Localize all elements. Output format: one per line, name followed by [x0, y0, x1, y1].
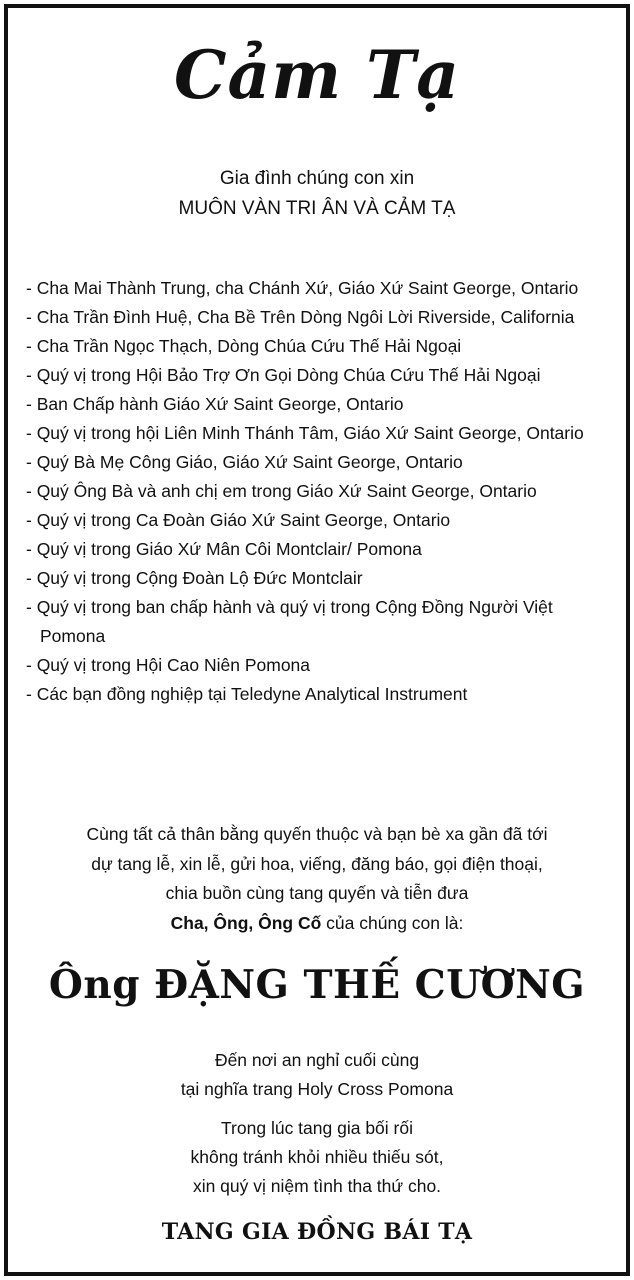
list-item: - Quý Ông Bà và anh chị em trong Giáo Xứ Saint George, Ontario	[26, 481, 537, 501]
list-item: - Quý vị trong Giáo Xứ Mân Côi Montclair/ Pomona	[26, 539, 422, 559]
relation-rest: của chúng con là:	[321, 912, 464, 933]
list-item: - Cha Mai Thành Trung, cha Chánh Xứ, Giáo Xứ Saint George, Ontario	[26, 278, 579, 298]
list-item: - Ban Chấp hành Giáo Xứ Saint George, Ontario	[26, 394, 404, 414]
resting-place	[8, 1046, 626, 1104]
resting-line: Đến nơi an nghỉ cuối cùng	[214, 1050, 420, 1070]
apology-line: xin quý vị niệm tình tha thứ cho.	[192, 1176, 442, 1196]
family-signature: TANG GIA ĐỒNG BÁI TẠ	[161, 1219, 473, 1245]
closing-line: Cùng tất cả thân bằng quyến thuộc và bạn bè xa gần đã tới	[86, 824, 548, 844]
closing-paragraph	[8, 820, 626, 938]
notice-frame	[4, 4, 630, 1276]
list-item: - Cha Trần Đình Huệ, Cha Bề Trên Dòng Ngôi Lời Riverside, California	[26, 307, 575, 327]
apology-paragraph	[8, 1114, 626, 1201]
list-item: - Quý vị trong ban chấp hành và quý vị trong Cộng Đồng Người Việt Pomona	[26, 597, 553, 646]
deceased-name: Ông ĐẶNG THẾ CƯƠNG	[48, 962, 586, 1008]
list-item: - Các bạn đồng nghiệp tại Teledyne Analytical Instrument	[26, 684, 468, 704]
relation-label: Cha, Ông, Ông Cố	[170, 912, 322, 933]
closing-line: dự tang lễ, xin lễ, gửi hoa, viếng, đăng báo, gọi điện thoại,	[91, 853, 543, 874]
intro-block	[8, 164, 626, 224]
apology-line: Trong lúc tang gia bối rối	[221, 1118, 413, 1138]
apology-line: không tránh khỏi nhiều thiếu sót,	[190, 1147, 444, 1167]
notice-title: Cảm Tạ	[174, 36, 460, 114]
list-item: - Quý Bà Mẹ Công Giáo, Giáo Xứ Saint George, Ontario	[26, 452, 463, 472]
list-item: - Cha Trần Ngọc Thạch, Dòng Chúa Cứu Thế Hải Ngoại	[26, 336, 462, 356]
thanks-list	[26, 274, 620, 709]
list-item: - Quý vị trong Cộng Đoàn Lộ Đức Montclair	[26, 568, 363, 588]
intro-heading: MUÔN VÀN TRI ÂN VÀ CẢM TẠ	[178, 198, 456, 219]
list-item: - Quý vị trong Ca Đoàn Giáo Xứ Saint George, Ontario	[26, 510, 451, 530]
list-item: - Quý vị trong hội Liên Minh Thánh Tâm, Giáo Xứ Saint George, Ontario	[26, 423, 584, 443]
list-item: - Quý vị trong Hội Cao Niên Pomona	[26, 655, 311, 675]
closing-line: chia buồn cùng tang quyến và tiễn đưa	[165, 883, 469, 903]
list-item: - Quý vị trong Hội Bảo Trợ Ơn Gọi Dòng Chúa Cứu Thế Hải Ngoại	[26, 365, 541, 385]
closing-line-relation	[8, 909, 626, 939]
resting-line: tại nghĩa trang Holy Cross Pomona	[180, 1079, 454, 1099]
intro-line: Gia đình chúng con xin	[219, 168, 415, 189]
